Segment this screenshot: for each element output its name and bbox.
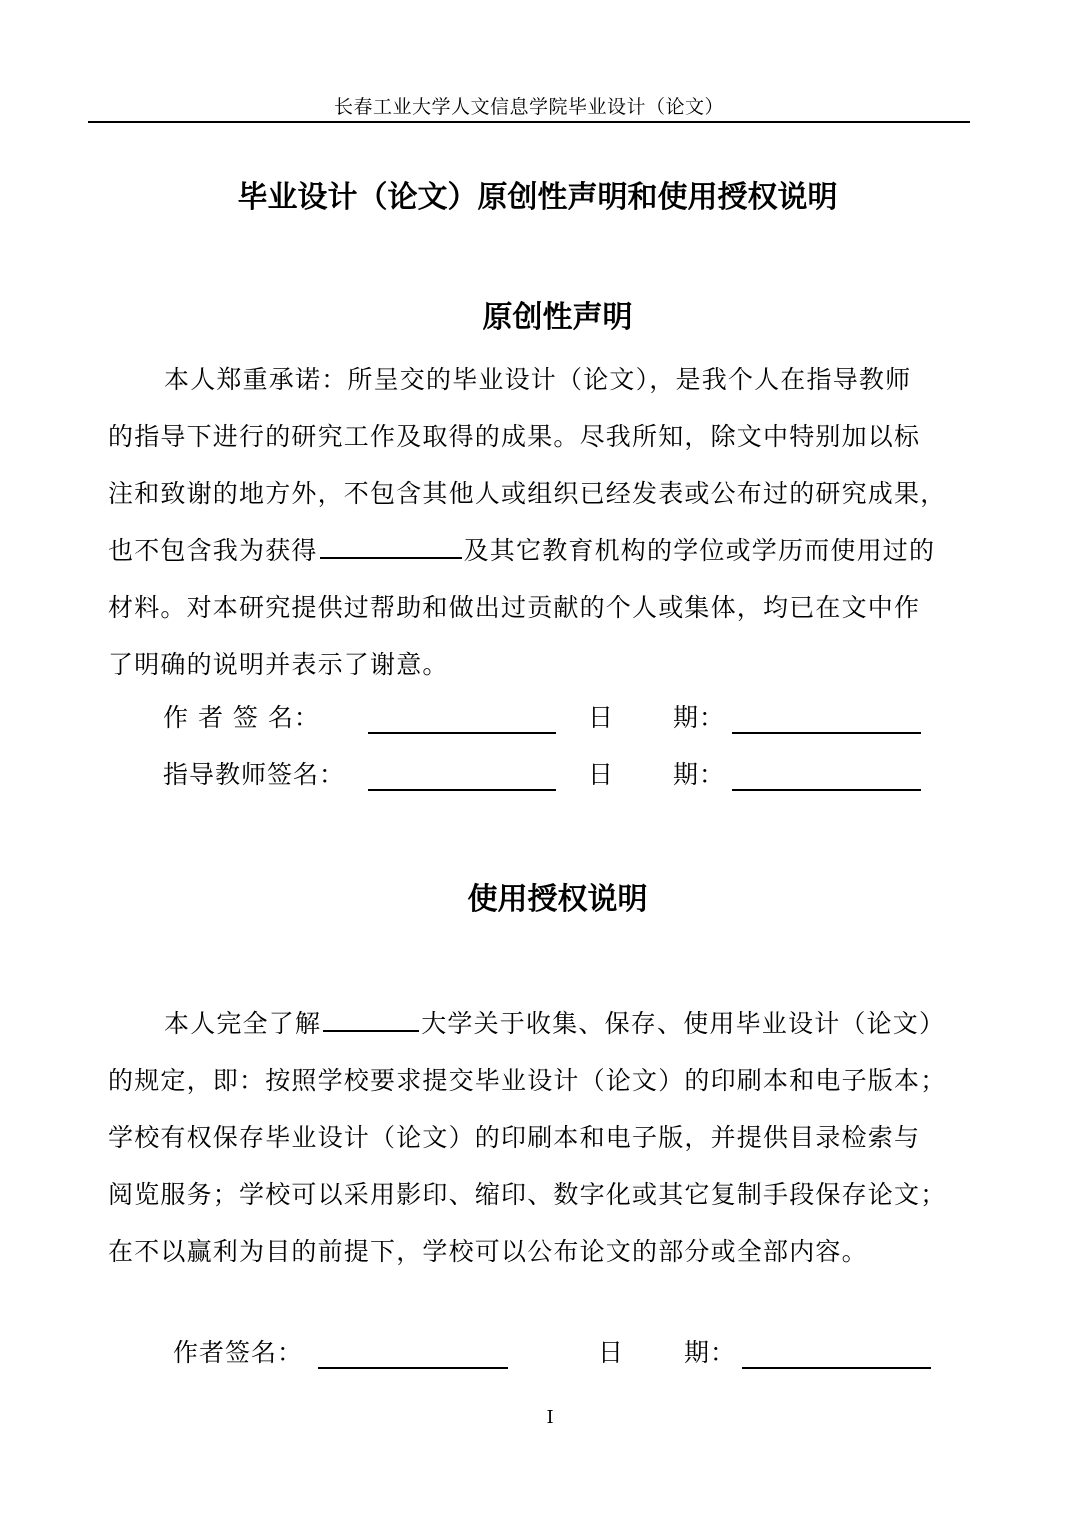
author-signature-label: 作 者 签 名：: [163, 703, 320, 732]
author-signature-row: [0, 698, 1075, 738]
final-date-field[interactable]: [742, 1341, 931, 1369]
advisor-signature-row: [0, 755, 1075, 795]
statement-line: 注和致谢的地方外，不包含其他人或组织已经发表或公布过的研究成果，: [108, 479, 947, 508]
page-header: [88, 93, 970, 123]
date-label: 日: [588, 703, 615, 732]
statement-line: 了明确的说明并表示了谢意。: [108, 650, 449, 679]
statement-line: [108, 995, 1008, 1052]
header-text: 长春工业大学人文信息学院毕业设计（论文）: [333, 96, 724, 118]
date-label: 期：: [684, 1338, 737, 1367]
final-signature-row: [0, 1333, 1075, 1373]
page-number: I: [546, 1407, 554, 1428]
statement-text: 本人完全了解: [164, 1009, 322, 1038]
author-signature-field[interactable]: [368, 706, 556, 734]
final-author-signature-field[interactable]: [318, 1341, 508, 1369]
date-label: 日: [598, 1338, 625, 1367]
authorization-heading: 使用授权说明: [467, 882, 648, 917]
university-blank-field[interactable]: [323, 1005, 419, 1032]
advisor-signature-field[interactable]: [368, 763, 556, 791]
originality-heading: 原创性声明: [482, 300, 633, 335]
statement-line: 在不以赢利为目的前提下，学校可以公布论文的部分或全部内容。: [108, 1237, 868, 1266]
document-title: 毕业设计（论文）原创性声明和使用授权说明: [237, 180, 838, 215]
originality-statement: [108, 351, 1008, 693]
date-label: 期：: [673, 703, 726, 732]
advisor-date-field[interactable]: [732, 763, 921, 791]
statement-line: 材料。对本研究提供过帮助和做出过贡献的个人或集体，均已在文中作: [108, 593, 921, 622]
statement-text: 及其它教育机构的学位或学历而使用过的: [463, 536, 936, 565]
statement-line: 学校有权保存毕业设计（论文）的印刷本和电子版，并提供目录检索与: [108, 1123, 921, 1152]
statement-text: 大学关于收集、保存、使用毕业设计（论文）: [421, 1009, 946, 1038]
degree-blank-field[interactable]: [320, 532, 462, 559]
statement-text: 也不包含我为获得: [108, 536, 318, 565]
author-signature-label: 作者签名：: [173, 1338, 304, 1367]
author-date-field[interactable]: [732, 706, 921, 734]
statement-line: [108, 522, 1008, 579]
authorization-statement: [108, 995, 1008, 1280]
date-label: 期：: [673, 760, 726, 789]
date-label: 日: [588, 760, 615, 789]
statement-line: 的指导下进行的研究工作及取得的成果。尽我所知，除文中特别加以标: [108, 422, 921, 451]
statement-line: 本人郑重承诺：所呈交的毕业设计（论文），是我个人在指导教师: [164, 365, 912, 394]
statement-line: 阅览服务；学校可以采用影印、缩印、数字化或其它复制手段保存论文；: [108, 1180, 947, 1209]
statement-line: 的规定，即：按照学校要求提交毕业设计（论文）的印刷本和电子版本；: [108, 1066, 947, 1095]
advisor-signature-label: 指导教师签名：: [163, 760, 346, 789]
